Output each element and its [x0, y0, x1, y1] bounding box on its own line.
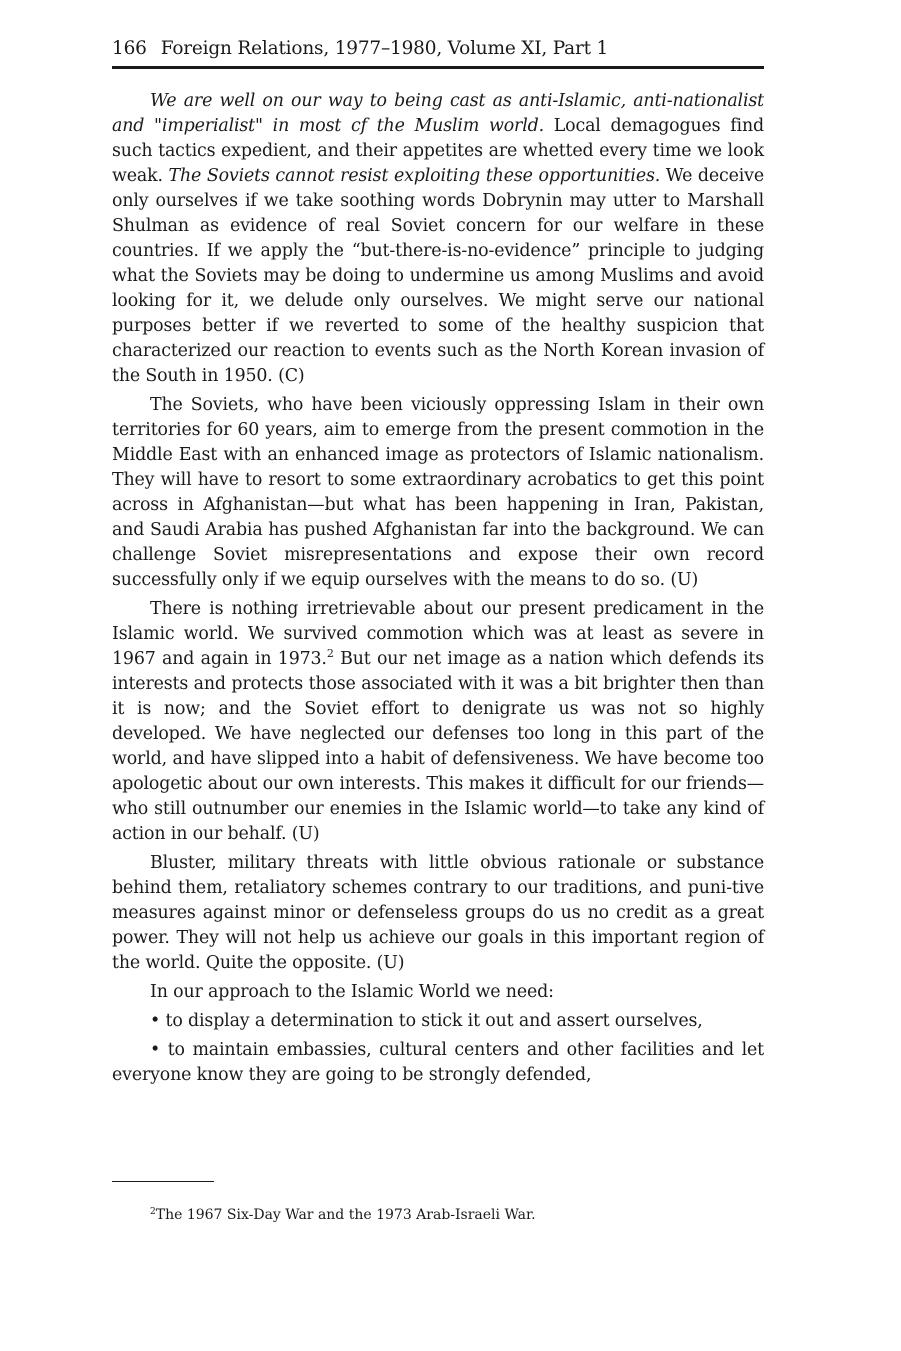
paragraph-1 — [112, 89, 764, 389]
page-number: 166 — [112, 38, 147, 59]
italic-emphasis: We are well on our way to being cast as anti-Islamic, anti-nationalist and "imperialist" in most cf the Muslim world. — [112, 91, 764, 136]
paragraph-3 — [112, 597, 764, 847]
footnote-reference[interactable]: 2 — [326, 647, 334, 660]
bullet-item: • to maintain embassies, cultural centers and other facilities and let everyone know they are going to be strongly defended, — [112, 1040, 764, 1085]
paragraph-2: The Soviets, who have been viciously oppressing Islam in their own territories for 60 years, aim to emerge from the present commotion in the Middle East with an enhanced image as protectors of Islamic nationalism. They will have to resort to some extraordinary acrobatics to get this point across in Afghanistan—but what has been happening in Iran, Pakistan, and Saudi Arabia has pushed Afghanistan far into the background. We can challenge Soviet misrepresentations and expose their own record successfully only if we equip ourselves with the means to do so. (U) — [112, 395, 764, 590]
paragraph-4: Bluster, military threats with little obvious rationale or substance behind them, retaliatory schemes contrary to our traditions, and puni-tive measures against minor or defenseless groups do us no credit as a great power. They will not help us achieve our goals in this important region of the world. Quite the opposite. (U) — [112, 853, 764, 973]
footnote — [150, 1205, 536, 1225]
italic-emphasis: The Soviets cannot resist exploiting these opportunities. — [168, 166, 661, 186]
text-run: We deceive only ourselves if we take soothing words Dobrynin may utter to Marshall Shulman as evidence of real Soviet concern for our welfare in these countries. If we apply the “but-there-is-no-evidence” principle to judging what the Soviets may be doing to undermine us among Muslims and avoid looking for it, we delude only ourselves. We might serve our national purposes better if we reverted to some of the healthy suspicion that characterized our reaction to events such as the North Korean invasion of the South in 1950. (C) — [112, 166, 764, 386]
body-text — [112, 89, 764, 1088]
header-rule — [112, 66, 764, 69]
document-page — [112, 36, 764, 1088]
volume-title: Foreign Relations, 1977–1980, Volume XI, Part 1 — [160, 38, 609, 59]
text-run: But our net image as a nation which defends its interests and protects those associated with it was a bit brighter then than it is now; and the Soviet effort to denigrate us was not so highly developed. We have neglected our defenses too long in this part of the world, and have slipped into a habit of defensiveness. We have become too apologetic about our own interests. This makes it difficult for our friends—who still outnumber our enemies in the Islamic world—to take any kind of action in our behalf. (U) — [112, 649, 765, 844]
paragraph-5: In our approach to the Islamic World we need: — [150, 982, 554, 1002]
footnote-rule — [112, 1181, 214, 1182]
text-run: Local demagogues find such tactics expedient, and their appetites are whetted every time we look weak. — [112, 116, 764, 186]
footnote-marker: 2 — [150, 1207, 156, 1217]
bullet-item: • to display a determination to stick it out and assert ourselves, — [150, 1011, 703, 1031]
text-run: There is nothing irretrievable about our present predicament in the Islamic world. We survived commotion which was at least as severe in 1967 and again in 1973. — [112, 599, 764, 669]
footnote-text: The 1967 Six-Day War and the 1973 Arab-Israeli War. — [155, 1207, 536, 1223]
running-head — [112, 36, 764, 62]
